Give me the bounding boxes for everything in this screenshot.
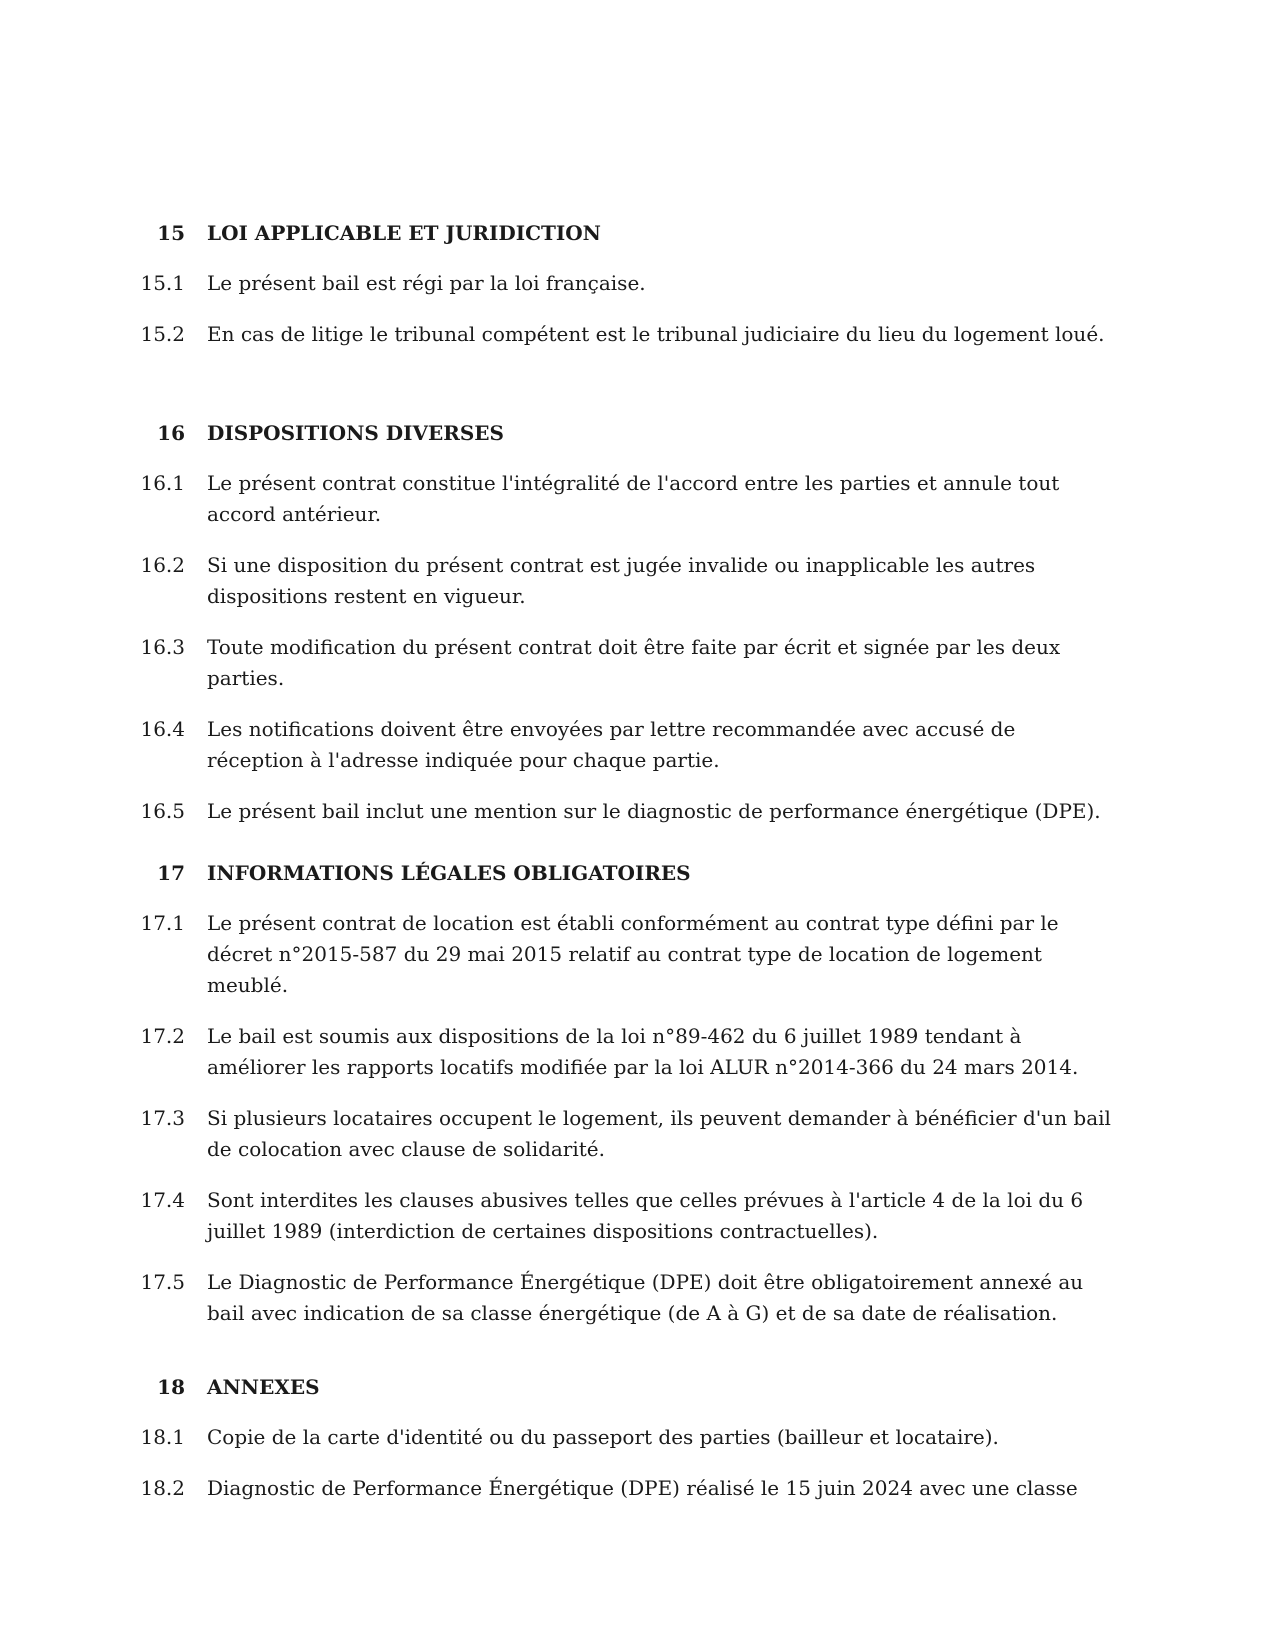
section-number: 18 <box>157 1375 185 1399</box>
clause-17-4 <box>0 1185 1275 1247</box>
section-17 <box>0 858 1275 1329</box>
clause-number: 17.4 <box>140 1188 185 1212</box>
clause-number: 16.5 <box>140 799 185 823</box>
clause-number: 17.2 <box>140 1024 185 1048</box>
clause-17-5 <box>0 1267 1275 1329</box>
clause-number: 15.1 <box>140 271 185 295</box>
clause-17-1 <box>0 908 1275 1001</box>
clause-text: En cas de litige le tribunal compétent est le tribunal judiciaire du lieu du logement loué. <box>207 322 1105 346</box>
clause-16-1 <box>0 468 1275 530</box>
clause-number: 16.3 <box>140 635 185 659</box>
clause-18-2 <box>0 1473 1275 1504</box>
clause-number: 17.5 <box>140 1270 185 1294</box>
clause-text: Le présent contrat de location est établi conformément au contrat type défini par le décret n°2015-587 du 29 mai 2015 relatif au contrat type de location de logement meublé. <box>207 911 1059 997</box>
clause-number: 15.2 <box>140 322 185 346</box>
section-title: INFORMATIONS LÉGALES OBLIGATOIRES <box>207 861 691 885</box>
section-heading <box>0 418 1275 448</box>
section-number: 16 <box>157 421 185 445</box>
section-title: DISPOSITIONS DIVERSES <box>207 421 504 445</box>
clause-number: 17.1 <box>140 911 185 935</box>
clause-number: 16.4 <box>140 717 185 741</box>
clause-16-2 <box>0 550 1275 612</box>
section-number: 15 <box>157 221 185 245</box>
clause-text: Copie de la carte d'identité ou du passeport des parties (bailleur et locataire). <box>207 1425 999 1449</box>
clause-15-1 <box>0 268 1275 299</box>
section-15 <box>0 218 1275 350</box>
clause-16-3 <box>0 632 1275 694</box>
clause-text: Si plusieurs locataires occupent le logement, ils peuvent demander à bénéficier d'un bail de colocation avec clause de solidarité. <box>207 1106 1111 1161</box>
clause-15-2 <box>0 319 1275 350</box>
section-title: LOI APPLICABLE ET JURIDICTION <box>207 221 601 245</box>
clause-number: 18.1 <box>140 1425 185 1449</box>
clause-18-1 <box>0 1422 1275 1453</box>
clause-text: Si une disposition du présent contrat est jugée invalide ou inapplicable les autres dispositions restent en vigueur. <box>207 553 1036 608</box>
section-heading <box>0 218 1275 248</box>
clause-number: 18.2 <box>140 1476 185 1500</box>
clause-text: Le présent contrat constitue l'intégralité de l'accord entre les parties et annule tout accord antérieur. <box>207 471 1060 526</box>
clause-number: 16.2 <box>140 553 185 577</box>
section-heading <box>0 858 1275 888</box>
clause-17-2 <box>0 1021 1275 1083</box>
section-16 <box>0 418 1275 827</box>
clause-16-5 <box>0 796 1275 827</box>
clause-16-4 <box>0 714 1275 776</box>
clause-text: Le présent bail est régi par la loi française. <box>207 271 646 295</box>
clause-text: Sont interdites les clauses abusives telles que celles prévues à l'article 4 de la loi du 6 juillet 1989 (interdiction de certaines dispositions contractuelles). <box>207 1188 1084 1243</box>
section-heading <box>0 1372 1275 1402</box>
clause-text: Diagnostic de Performance Énergétique (DPE) réalisé le 15 juin 2024 avec une classe <box>207 1476 1078 1500</box>
clause-text: Le Diagnostic de Performance Énergétique (DPE) doit être obligatoirement annexé au bail avec indication de sa classe énergétique (de A à G) et de sa date de réalisation. <box>207 1270 1084 1325</box>
clause-text: Le présent bail inclut une mention sur le diagnostic de performance énergétique (DPE). <box>207 799 1101 823</box>
clause-text: Toute modification du présent contrat doit être faite par écrit et signée par les deux parties. <box>207 635 1061 690</box>
section-18 <box>0 1372 1275 1504</box>
section-title: ANNEXES <box>207 1375 320 1399</box>
section-number: 17 <box>157 861 185 885</box>
clause-number: 17.3 <box>140 1106 185 1130</box>
clause-text: Le bail est soumis aux dispositions de la loi n°89-462 du 6 juillet 1989 tendant à améliorer les rapports locatifs modifiée par la loi ALUR n°2014-366 du 24 mars 2014. <box>207 1024 1079 1079</box>
clause-text: Les notifications doivent être envoyées par lettre recommandée avec accusé de réception à l'adresse indiquée pour chaque partie. <box>207 717 1016 772</box>
clause-number: 16.1 <box>140 471 185 495</box>
clause-17-3 <box>0 1103 1275 1165</box>
